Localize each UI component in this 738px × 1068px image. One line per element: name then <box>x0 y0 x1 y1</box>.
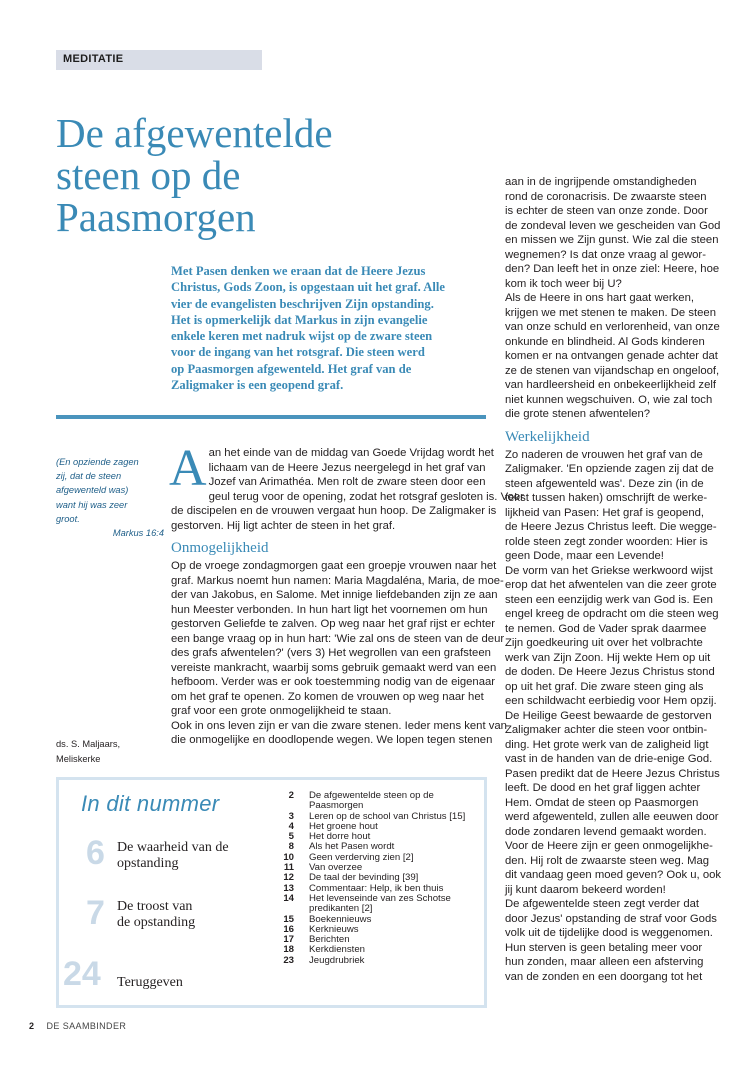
toc-page: 11 <box>283 862 294 874</box>
scripture-quote <box>56 455 164 540</box>
subheading-werkelijkheid: Werkelijkheid <box>505 428 590 445</box>
body-line: graf voor een grote onmogelijkheid te staan. <box>171 705 392 717</box>
body-line: Hem. Omdat de steen op Paasmorgen <box>505 796 699 809</box>
body-line: des grafs afwentelen?' (vers 3) Het wegrollen van een grafsteen <box>171 647 491 659</box>
body-line: vereiste mankracht, waarbij soms gebruik gemaakt werd van een <box>171 661 497 674</box>
toc-title: Kerkdiensten <box>309 944 365 956</box>
body-line: geen Dode, maar een Levende! <box>505 550 664 562</box>
body-line: Zo naderen de vrouwen het graf van de <box>505 448 703 461</box>
body-line: te nemen. God de Vader sprak daarmee <box>505 622 707 635</box>
body-line: steen een eenzijdig werk van God is. Een <box>505 593 713 606</box>
body-line: die grote stenen afwentelen? <box>505 408 651 420</box>
body-line: an het einde van de middag van Goede Vrijdag wordt het <box>208 447 494 459</box>
body-line: onkunde en blindheid. Al Gods kinderen <box>505 335 705 348</box>
title-line: steen op de <box>56 152 241 198</box>
toc-page: 8 <box>288 841 294 853</box>
body-line: Ook in ons leven zijn er van die zware stenen. Ieder mens kent van <box>171 719 507 732</box>
body-line: de zondeval leven we gescheiden van God <box>505 219 721 232</box>
body-line: op uit het graf. Die zware steen ging als <box>505 680 704 693</box>
toc-title: Boekennieuws <box>309 913 372 925</box>
body-line: om het graf te openen. Zo komen de vrouwen op weg naar het <box>171 690 484 703</box>
body-line: rolde steen zegt zonder woorden: Hier is <box>505 535 708 548</box>
quote-reference: Markus 16:4 <box>112 528 164 539</box>
body-line: een bange vraag op in hun hart: 'Wie zal ons de steen van de deur <box>171 632 505 645</box>
section-tag <box>56 50 262 70</box>
divider-rule <box>56 415 486 419</box>
toc-title: Berichten <box>309 934 350 946</box>
toc-page: 18 <box>283 944 294 956</box>
body-line: niet kunnen wegschuiven. O, wie zal toch <box>505 393 713 406</box>
body-line: gestorven Geliefde te zalven. Op weg naar het graf rijst er echter <box>171 618 496 630</box>
intro-lead <box>171 263 477 393</box>
body-line: dode zondaren levend gemaakt worden. <box>505 825 707 838</box>
intro-line: Met Pasen denken we eraan dat de Heere Jezus <box>171 264 426 278</box>
body-line: kom ik toch weer bij U? <box>505 277 622 290</box>
intro-line: op Paasmorgen afgewenteld. Het graf van de <box>171 361 412 376</box>
intro-line: Het is opmerkelijk dat Markus in zijn evangelie <box>171 312 428 327</box>
body-line: de doden. De Heere Jezus Christus stond <box>505 666 715 678</box>
body-line: De afgewentelde steen zegt verder dat <box>505 898 700 910</box>
body-line: ding. Het grote werk van de zaligheid ligt <box>505 738 709 751</box>
intro-line: enkele keren met nadruk wijst op de zware steen <box>171 329 433 344</box>
body-line: komen er na ontvangen genade achter dat <box>505 350 718 362</box>
body-line: werk van Zijn Zoon. Hij wekte Hem op uit <box>505 651 711 664</box>
feature-page-number: 7 <box>86 894 105 932</box>
quote-line: zij, dat de steen <box>56 471 122 482</box>
toc-title: De afgewentelde steen op de <box>309 790 434 801</box>
body-line: Zijn goedkeuring uit over het volbrachte <box>505 637 703 649</box>
toc-title: Leren op de school van Christus [15] <box>309 810 466 822</box>
toc-title: Het dorre hout <box>309 831 371 843</box>
body-line: een schildwacht eerbiedig voor Hem opzij. <box>505 695 717 707</box>
body-line: De vorm van het Griekse werkwoord wijst <box>505 564 713 577</box>
body-line: geul terug voor de opening, zodat het rotsgraf gesloten is. Voor <box>208 490 524 503</box>
author-credit <box>56 737 120 766</box>
toc-title: Kerknieuws <box>309 923 359 935</box>
body-line: tekst tussen haken) omschrijft de werke- <box>505 492 708 504</box>
quote-line: (En opziende zagen <box>56 457 139 467</box>
body-line: Als de Heere in ons hart gaat werken, <box>505 292 695 304</box>
toc-title: Het levenseinde van zes Schotse <box>309 892 451 904</box>
title-line: Paasmorgen <box>56 194 256 240</box>
intro-line: voor de ingang van het rotsgraf. Die steen werd <box>171 345 425 360</box>
feature-title-line: de opstanding <box>117 915 196 930</box>
drop-cap: A <box>169 440 207 497</box>
toc-page: 10 <box>283 851 294 863</box>
body-line: van onze schuld en verlorenheid, van onze <box>505 321 720 333</box>
body-line: dit vandaag geen moed geven? Ook u, ook <box>505 869 722 881</box>
toc-title: Van overzee <box>309 862 363 874</box>
title-line: De afgewentelde <box>56 110 333 156</box>
body-line: lichaam van de Heere Jezus neergelegd in het graf van <box>208 461 486 474</box>
body-line: Zaligmaker achter die steen voor ontbin- <box>505 724 708 736</box>
body-line: hun Meester verbonden. In hun hart ligt het voornemen om hun <box>171 603 488 616</box>
body-line: lijkheid van Pasen: Het graf is geopend, <box>505 506 705 519</box>
intro-line: Zaligmaker is een geopend graf. <box>171 378 344 393</box>
toc-title: Paasmorgen <box>309 800 364 812</box>
quote-line: groot. <box>56 513 80 524</box>
toc-page: 5 <box>288 831 294 843</box>
body-line: krijgen we met stenen te maken. De steen <box>505 306 716 319</box>
toc-page: 23 <box>283 954 294 966</box>
page-number: 2 <box>29 1021 35 1031</box>
body-line: vast in de handen van de drie-enige God. <box>505 753 713 765</box>
body-line: Hun sterven is geen betaling meer voor <box>505 941 703 954</box>
body-line: leeft. De dood en het graf liggen achter <box>505 782 701 794</box>
toc-title: Commentaar: Help, ik ben thuis <box>309 882 444 894</box>
body-line: Pasen predikt dat de Heere Jezus Christus <box>505 767 720 780</box>
body-line: van de zonden en een doorgang tot het <box>505 970 703 983</box>
body-line: den? Dan leeft het in onze ziel: Heere, hoe <box>505 263 720 275</box>
body-line: aan in de ingrijpende omstandigheden <box>505 176 697 188</box>
toc-page: 4 <box>288 820 294 832</box>
feature-page-number: 24 <box>63 955 101 993</box>
section-tag-label: MEDITATIE <box>63 53 124 65</box>
article-title <box>56 112 456 238</box>
body-line: en missen we Zijn gunst. Wie zal die steen <box>505 234 719 246</box>
body-line: wegnemen? Is dat onze vraag al gewor- <box>505 248 706 261</box>
feature-title-line: De waarheid van de <box>117 840 229 855</box>
quote-line: want hij was zeer <box>56 499 128 510</box>
body-line: die onmogelijke en doodlopende wegen. We lopen tegen stenen <box>171 734 493 746</box>
subheading-onmogelijkheid: Onmogelijkheid <box>171 540 269 556</box>
feature-title-line: opstanding <box>117 856 179 871</box>
body-line: Voor de Heere zijn er geen onmogelijkhe- <box>505 840 713 852</box>
body-line: de Heere Jezus Christus leeft. Die wegge- <box>505 521 717 533</box>
toc-page: 3 <box>288 810 294 822</box>
body-line: engel kreeg de opdracht om die steen weg <box>505 608 719 620</box>
body-line: der van Jakobus, en Salome. Met innige liefdebanden zijn ze aan <box>171 589 498 601</box>
body-line: erop dat het afwentelen van die zeer grote <box>505 579 717 591</box>
body-line: Zaligmaker. 'En opziende zagen zij dat de <box>505 463 714 475</box>
publication-name: DE SAAMBINDER <box>46 1021 127 1031</box>
body-line: De Heilige Geest bewaarde de gestorven <box>505 709 712 722</box>
toc-title: Als het Pasen wordt <box>309 841 395 853</box>
intro-line: vier de evangelisten beschrijven Zijn opstanding. <box>171 296 434 311</box>
body-line: Op de vroege zondagmorgen gaat een groepje vrouwen naar het <box>171 560 497 572</box>
body-line: den. Hij rolt de zwaarste steen weg. Mag <box>505 854 710 867</box>
contents-box <box>56 777 487 1008</box>
body-line: steen afgewenteld was'. Deze zin (in de <box>505 477 704 490</box>
toc-title: predikanten [2] <box>309 903 373 915</box>
toc-page: 17 <box>283 934 294 946</box>
table-of-contents <box>278 791 483 966</box>
toc-title: Het groene hout <box>309 820 378 832</box>
contents-heading: In dit nummer <box>81 791 220 816</box>
body-line: rond de coronacrisis. De zwaarste steen <box>505 190 707 203</box>
toc-page: 12 <box>283 872 294 884</box>
quote-line: afgewenteld was) <box>56 485 129 496</box>
toc-title: De taal der bevinding [39] <box>309 872 419 884</box>
toc-row[interactable] <box>278 956 483 966</box>
body-line: hefboom. Verder was er ook toestemming nodig van de eigenaar <box>171 676 496 688</box>
body-line: door Jezus' opstanding de straf voor Gods <box>505 912 717 925</box>
body-line: de discipelen en de vrouwen vergaat hun hoop. De Zaligmaker is <box>171 505 497 517</box>
toc-title: Jeugdrubriek <box>309 954 365 966</box>
toc-page: 2 <box>288 790 294 801</box>
body-line: van hardleersheid en onbekeerlijkheid zelf <box>505 379 717 391</box>
body-line: gestorven. Hij ligt achter de steen in het graf. <box>171 519 396 532</box>
toc-title: Geen verderving zien [2] <box>309 851 414 863</box>
body-line: ze de stenen van vijandschap en ongeloof, <box>505 364 720 377</box>
body-line: jij kunt daarom bekeerd worden! <box>505 883 666 896</box>
toc-page: 14 <box>283 892 294 904</box>
body-line: graf. Markus noemt hun namen: Maria Magdaléna, Maria, de moe- <box>171 574 504 587</box>
body-line: volk uit de tijdelijke dood is weggenomen. <box>505 927 713 939</box>
body-line: werd afgewenteld, zullen alle eeuwen door <box>505 811 719 823</box>
feature-page-number: 6 <box>86 834 105 872</box>
toc-page: 16 <box>283 923 294 935</box>
feature-title-line: Teruggeven <box>117 975 183 990</box>
body-line: is echter de steen van onze zonde. Door <box>505 205 708 217</box>
toc-page: 13 <box>283 882 294 894</box>
feature-title-line: De troost van <box>117 899 193 914</box>
page-footer <box>29 1021 126 1031</box>
body-column-right <box>505 175 722 984</box>
body-line: Jozef van Arimathéa. Men rolt de zware steen door een <box>208 476 486 488</box>
intro-line: Christus, Gods Zoon, is opgestaan uit het graf. Alle <box>171 280 445 295</box>
toc-page: 15 <box>283 913 294 925</box>
author-place: Meliskerke <box>56 753 101 764</box>
author-name: ds. S. Maljaars, <box>56 739 121 749</box>
body-line: hun zonden, maar alleen een afsterving <box>505 956 704 968</box>
body-column-middle <box>169 440 524 748</box>
